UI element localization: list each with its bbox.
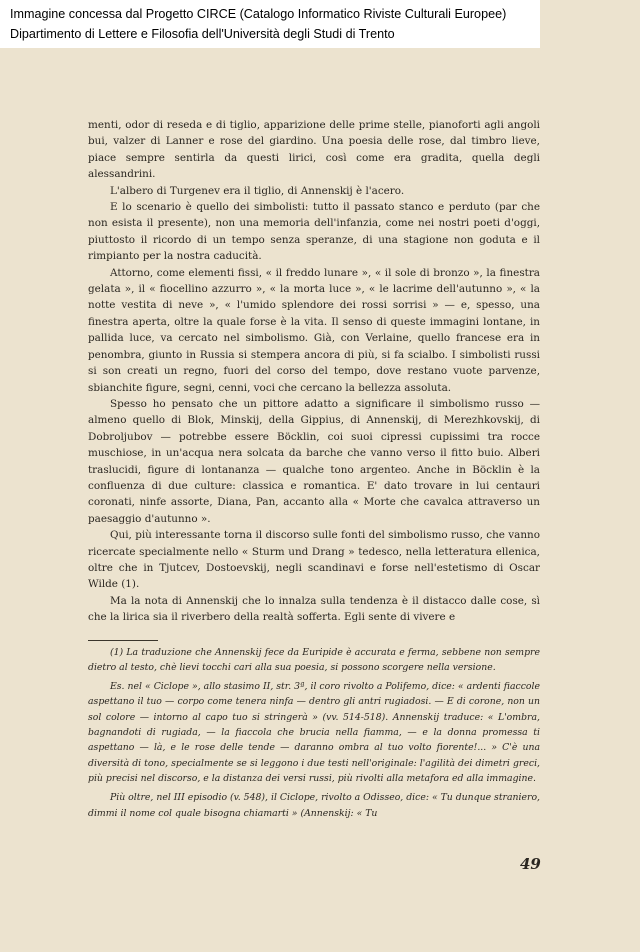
paragraph-4: Attorno, come elementi fissi, « il freddo lunare », « il sole di bronzo », la finestra gelata », il « fiocellino azzurro », « la morta luce », « le lacrime dell'autunno », « la notte vestita di neve », « l'umido splendore dei rossi sorrisi » — e, spesso, una finestra aperta, oltre la quale forse è la vita. Il senso di queste immagini lontane, in pallida luce, va cercato nel simbolismo. Già, con Verlaine, quello francese era in penombra, giunto in Russia si stempera ancora di più, si fa scialbo. I simbolisti russi si son creati un regno, fuori del corso del tempo, dove restano vuote parvenze, sbianchite figure, segni, cenni, voci che cercano la bellezza assoluta.: [88, 266, 540, 394]
footnote-2: Es. nel « Ciclope », allo stasimo II, str. 3ª, il coro rivolto a Polifemo, dice: « ardenti fiaccole aspettano il tuo — corpo come tenera ninfa — dentro gli antri rugiadosi. — E di corone, non un sol colore — intorno al capo tuo si stringerà » (vv. 514-518). Annenskij traduce: « L'ombra, bagnandoti di rugiada, — la fiaccola che brucia nella fiamma, — e la donna promessa ti aspettano — là, e le rose delle tende — daranno ombra al tuo volto fiorente!... » C'è una diversità di tono, specialmente se si leggono i due testi nell'originale: l'agilità dei dimetri greci, più precisi nel discorso, e la distanza dei versi russi, più rivolti alla metafora ed alla immagine.: [88, 681, 540, 784]
footnote-divider: [88, 640, 158, 641]
paragraph-1: menti, odor di reseda e di tiglio, apparizione delle prime stelle, pianoforti agli angoli bui, valzer di Lanner e rose del giardino. Una poesia delle rose, dal timbro lieve, piace sempre sentirla da questi lirici, così come era gradita, quella degli alessandrini.: [88, 119, 540, 181]
banner-line-1: Immagine concessa dal Progetto CIRCE (Catalogo Informatico Riviste Culturali Europee): [10, 7, 507, 21]
paragraph-5: Spesso ho pensato che un pittore adatto a significare il simbolismo russo — almeno quello di Blok, Minskij, della Gippius, di Annenskij, di Merezhkovskij, di Dobroljubov — potrebbe essere Böcklin, coi suoi cipressi cupissimi tra rocce muschiose, in un'acqua nera solcata da barche che vanno verso il fitto buio. Alberi traslucidi, figure di lontananza — qualche tono argenteo. Anche in Böcklin è la confluenza di due culture: classica e romantica. E' dato trovare in lui centauri coronati, ninfe assorte, Diana, Pan, accanto alla « Morte che cavalca attraverso un paesaggio d'autunno ».: [88, 397, 540, 525]
footnotes: [88, 645, 540, 821]
page-number: 49: [520, 855, 541, 873]
copyright-banner: [0, 0, 540, 48]
paragraph-6: Qui, più interessante torna il discorso sulle fonti del simbolismo russo, che vanno ricercate specialmente nello « Sturm und Drang » tedesco, nella letteratura ellenica, oltre che in Tjutcev, Dostoevskij, negli scandinavi e forse nell'estetismo di Oscar Wilde (1).: [88, 529, 540, 591]
paragraph-7: Ma la nota di Annenskij che lo innalza sulla tendenza è il distacco dalle cose, sì che la lirica sia il riverbero della realtà sofferta. Egli sente di vivere e: [88, 594, 540, 624]
banner-line-2: Dipartimento di Lettere e Filosofia dell'Università degli Studi di Trento: [10, 27, 395, 41]
page-body: [88, 117, 540, 825]
footnote-3: Più oltre, nel III episodio (v. 548), il Ciclope, rivolto a Odisseo, dice: « Tu dunque straniero, dimmi il nome col quale bisogna chiamarti » (Annenskij: « Tu: [88, 792, 541, 819]
paragraph-2: L'albero di Turgenev era il tiglio, di Annenskij è l'acero.: [110, 184, 405, 197]
paragraph-3: E lo scenario è quello dei simbolisti: tutto il passato stanco e perduto (par che non esista il presente), non una memoria dell'infanzia, come nei nostri poeti d'oggi, piuttosto il ricordo di un tempo senza speranze, di una stagione non goduta e il rimpianto per la nostra caducità.: [88, 201, 540, 263]
footnote-1: (1) La traduzione che Annenskij fece da Euripide è accurata e ferma, sebbene non sempre dietro al testo, chè lievi tocchi cari alla sua poesia, si possono scorgere nella versione.: [88, 646, 540, 673]
main-text: [88, 117, 540, 626]
